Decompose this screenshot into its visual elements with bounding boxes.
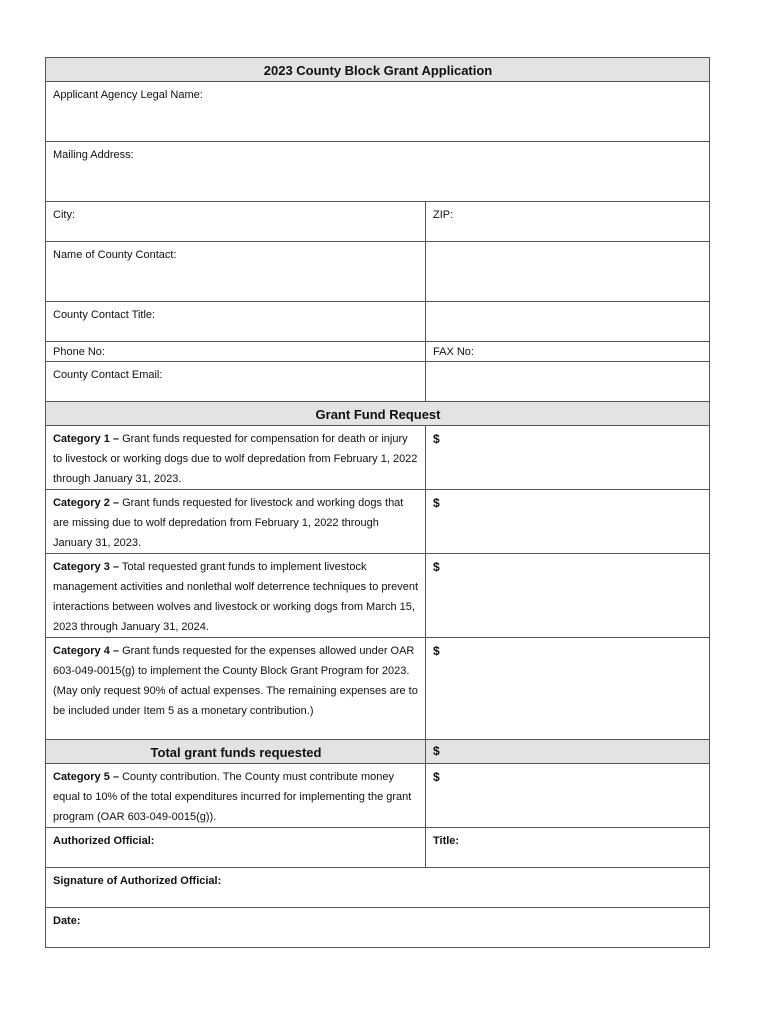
total-grant-label: Total grant funds requested <box>46 740 426 764</box>
category-2-amount[interactable]: $ <box>426 490 710 554</box>
category-5-description <box>46 764 426 828</box>
contact-title-field[interactable]: County Contact Title: <box>46 302 426 342</box>
category-1-description <box>46 426 426 490</box>
category-2-description <box>46 490 426 554</box>
email-value[interactable] <box>426 362 710 402</box>
date-field[interactable]: Date: <box>46 908 710 948</box>
grant-fund-request-header: Grant Fund Request <box>46 402 710 426</box>
category-1-amount[interactable]: $ <box>426 426 710 490</box>
category-3-amount[interactable]: $ <box>426 554 710 638</box>
category-1-text: Grant funds requested for compensation for death or injury to livestock or working dogs due to wolf depredation from February 1, 2022 through January 31, 2023. <box>53 433 418 485</box>
category-5-amount[interactable]: $ <box>426 764 710 828</box>
category-5-label: Category 5 – <box>53 771 120 783</box>
category-4-text: Grant funds requested for the expenses allowed under OAR 603-049-0015(g) to implement the County Block Grant Program for 2023. (May only request 90% of actual expenses. The remaining expenses are to be included under Item 5 as a monetary contribution.) <box>53 645 418 717</box>
authorized-official-field[interactable]: Authorized Official: <box>46 828 426 868</box>
category-4-description <box>46 638 426 740</box>
grant-application-form <box>45 57 710 948</box>
county-contact-field[interactable]: Name of County Contact: <box>46 242 426 302</box>
form-title: 2023 County Block Grant Application <box>46 58 710 82</box>
category-4-label: Category 4 – <box>53 645 120 657</box>
fax-field[interactable]: FAX No: <box>426 342 710 362</box>
email-field[interactable]: County Contact Email: <box>46 362 426 402</box>
signature-field[interactable]: Signature of Authorized Official: <box>46 868 710 908</box>
county-contact-value[interactable] <box>426 242 710 302</box>
phone-field[interactable]: Phone No: <box>46 342 426 362</box>
mailing-address-field[interactable]: Mailing Address: <box>46 142 710 202</box>
category-5-text: County contribution. The County must contribute money equal to 10% of the total expenditures incurred for implementing the grant program (OAR 603-049-0015(g)). <box>53 771 412 823</box>
contact-title-value[interactable] <box>426 302 710 342</box>
total-grant-amount[interactable]: $ <box>426 740 710 764</box>
zip-field[interactable]: ZIP: <box>426 202 710 242</box>
category-3-text: Total requested grant funds to implement livestock management activities and nonlethal wolf deterrence techniques to prevent interactions between wolves and livestock or working dogs from March 15, 2023 through January 31, 2024. <box>53 561 419 633</box>
official-title-field[interactable]: Title: <box>426 828 710 868</box>
category-2-label: Category 2 – <box>53 497 120 509</box>
category-1-label: Category 1 – <box>53 433 120 445</box>
category-3-description <box>46 554 426 638</box>
category-3-label: Category 3 – <box>53 561 120 573</box>
agency-name-field[interactable]: Applicant Agency Legal Name: <box>46 82 710 142</box>
city-field[interactable]: City: <box>46 202 426 242</box>
category-2-text: Grant funds requested for livestock and working dogs that are missing due to wolf depredation from February 1, 2022 through January 31, 2023. <box>53 497 404 549</box>
category-4-amount[interactable]: $ <box>426 638 710 740</box>
